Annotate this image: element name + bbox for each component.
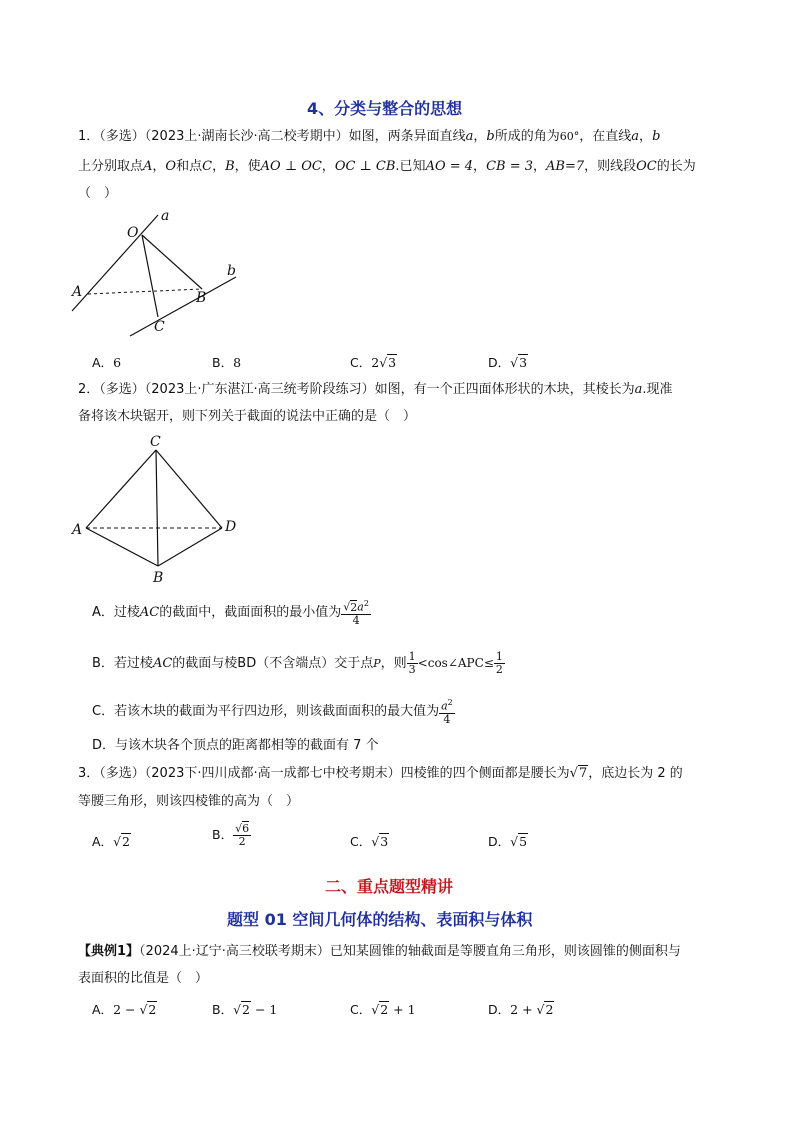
q1-mid2: ，在直线	[579, 129, 632, 144]
option-coef: 2	[371, 355, 380, 370]
example-line1	[78, 942, 681, 962]
q3-option-c[interactable]	[350, 832, 389, 850]
option-math: √5	[510, 834, 528, 849]
option-radicand: 3	[388, 355, 397, 370]
q1-prefix: （多选）（2023上·湖南长沙·高二校考期中）如图，两条异面直线	[99, 129, 466, 144]
q1-comma2: ，	[639, 129, 653, 144]
fig1-label-a: a	[161, 208, 170, 224]
segment-ab-dashed	[88, 289, 202, 294]
option-radicand: 3	[519, 355, 528, 370]
option-letter: A．	[92, 834, 114, 849]
option-radicand: 2	[545, 1002, 554, 1017]
option-radicand: 3	[380, 834, 389, 849]
option-radicand: 2	[148, 1002, 157, 1017]
q1-option-b[interactable]	[212, 353, 241, 371]
q1-var-b: b	[486, 129, 495, 144]
section-title: 4、分类与整合的思想	[307, 99, 463, 118]
option-math: √2	[113, 834, 130, 849]
option-math: 2 + √2	[510, 1002, 554, 1017]
option-letter: C．	[350, 834, 372, 849]
q1-comma7: ，	[533, 159, 547, 174]
q3-leg-sqrt: √7	[569, 766, 588, 781]
option-text: （不含端点）交于点	[256, 656, 374, 671]
q1-point-a: A	[143, 159, 153, 174]
edge-ab	[86, 528, 158, 566]
q1-line2-prefix: 上分别取点	[78, 159, 144, 174]
q2-edge: a	[634, 382, 643, 397]
option-edge: AC	[139, 604, 160, 620]
option-letter: B．	[212, 1002, 234, 1017]
fraction-numerator: √6	[235, 822, 250, 835]
fraction-denominator: 4	[443, 712, 451, 726]
option-radicand: 2	[380, 1002, 389, 1017]
option-less-than: <	[417, 656, 428, 670]
q1-comma5: ，	[321, 159, 335, 174]
option-point-p: P	[373, 657, 381, 670]
type-title: 题型 01 空间几何体的结构、表面积与体积	[227, 910, 533, 929]
q1-known: .已知	[395, 159, 426, 174]
option-post: − 1	[251, 1002, 278, 1017]
q3-option-b[interactable]	[212, 823, 251, 848]
q2-option-c[interactable]	[92, 697, 455, 726]
fig2-label-d: D	[225, 519, 237, 535]
q1-oc: OC	[636, 159, 657, 174]
line-a	[72, 215, 158, 311]
q1-perp1: AO ⊥ OC	[260, 159, 322, 174]
edge-cd	[156, 450, 222, 528]
fraction-numerator: 1	[408, 650, 416, 663]
section2-title: 二、重点题型精讲	[325, 877, 454, 896]
q1-comma4: ，	[212, 159, 226, 174]
q1-make: ，使	[234, 159, 261, 174]
option-math: 2√3	[371, 355, 397, 370]
fig1-label-o: O	[127, 225, 139, 241]
option-less-equal: ≤	[483, 656, 494, 670]
q1-var-b2: b	[652, 129, 661, 144]
q2-line1	[78, 380, 673, 400]
q1-perp2: OC ⊥ CB	[334, 159, 396, 174]
fig1-label-upper-c: C	[154, 319, 165, 335]
option-math: √3	[510, 355, 528, 370]
q1-var-a2: a	[631, 129, 640, 144]
q1-comma6: ，	[473, 159, 487, 174]
q3-line1a: （多选）（2023下·四川成都·高一成都七中校考期末）四棱锥的四个侧面都是腰长为	[99, 766, 570, 781]
q1-figure	[66, 205, 266, 340]
option-text: 若过棱	[113, 656, 153, 671]
option-edge: AC	[152, 656, 173, 671]
q1-comma3: ，	[152, 159, 166, 174]
q1-var-a: a	[465, 129, 474, 144]
option-value: 8	[233, 355, 242, 370]
example-option-a[interactable]	[92, 1000, 157, 1018]
fraction-denominator: 4	[352, 613, 360, 627]
q1-option-c[interactable]	[350, 353, 397, 371]
q1-ask-end: 的长为	[656, 159, 696, 174]
q1-point-o: O	[165, 159, 177, 174]
q3-line1b: ，底边长为 2 的	[588, 766, 683, 781]
q2-number: 2．	[78, 382, 100, 397]
q1-line1	[78, 127, 660, 147]
numerator-radicand: 2	[350, 600, 358, 614]
example-line1-text: （2024上·辽宁·高三校联考期末）已知某圆锥的轴截面是等腰直角三角形，则该圆锥的侧面积与	[139, 944, 681, 959]
example-option-d[interactable]	[488, 1000, 554, 1018]
option-letter: D．	[92, 738, 116, 753]
numerator-exponent: 2	[447, 698, 453, 707]
option-letter: A．	[92, 355, 114, 370]
option-math: √3	[371, 834, 389, 849]
q1-comma: ，	[473, 129, 487, 144]
fig1-label-upper-a: A	[72, 284, 83, 300]
q1-angle: 60°	[559, 130, 580, 143]
option-fraction	[439, 697, 455, 726]
q2-line1-end: .现准	[642, 382, 673, 397]
fig2-label-a: A	[72, 522, 83, 538]
q3-line2: 等腰三角形，则该四棱锥的高为（ ）	[78, 794, 300, 809]
option-post: + 1	[389, 1002, 416, 1017]
option-letter: B．	[92, 656, 114, 671]
option-letter: D．	[488, 834, 511, 849]
fraction-numerator: $√2a^2$	[343, 599, 369, 614]
q1-number: 1．	[78, 129, 100, 144]
q1-option-d[interactable]	[488, 353, 528, 371]
q1-ask: ，则线段	[584, 159, 637, 174]
option-text: 过棱	[113, 604, 140, 620]
q3-leg-radicand: 7	[578, 766, 588, 781]
option-letter: A．	[92, 604, 114, 620]
q2-figure	[70, 432, 250, 587]
option-letter: B．	[212, 355, 234, 370]
q2-option-b[interactable]	[92, 651, 505, 676]
q3-option-a[interactable]	[92, 832, 131, 850]
numerator-variable: a	[441, 699, 448, 713]
example-option-b[interactable]	[212, 1000, 277, 1018]
option-fraction	[233, 823, 251, 848]
option-text: 的截面与棱	[172, 656, 238, 671]
q2-line2: 备将该木块锯开，则下列关于截面的说法中正确的是（ ）	[78, 409, 417, 424]
fig2-label-c: C	[150, 434, 161, 450]
edge-ca	[86, 450, 156, 528]
q3-line1	[78, 764, 683, 784]
q1-option-a[interactable]	[92, 353, 121, 371]
option-math: √2 + 1	[371, 1002, 416, 1017]
fraction-denominator: 2	[238, 835, 246, 848]
fraction-denominator: 3	[408, 663, 416, 676]
fig1-label-upper-b: B	[196, 290, 207, 306]
q3-option-d[interactable]	[488, 832, 528, 850]
option-letter: C．	[350, 1002, 372, 1017]
example-line2: 表面积的比值是（ ）	[78, 971, 209, 986]
q3-number: 3．	[78, 766, 100, 781]
option-radicand: 2	[242, 1002, 250, 1017]
q1-mid1: 所成的角为	[494, 129, 560, 144]
fraction-numerator	[439, 697, 455, 714]
q1-cb-eq: CB = 3	[486, 159, 533, 174]
q2-option-d[interactable]	[92, 736, 379, 756]
option-fraction	[341, 598, 371, 627]
option-text: ，则	[380, 656, 407, 671]
q1-point-b: B	[225, 159, 235, 174]
q1-ab-eq: AB=7	[546, 159, 585, 174]
edge-db	[158, 528, 222, 566]
q2-line1-text: （多选）（2023上·广东湛江·高三统考阶段练习）如图，有一个正四面体形状的木块，其棱长为	[99, 382, 635, 397]
line-b	[130, 277, 236, 336]
q1-line2	[78, 157, 696, 177]
option-fraction-1	[407, 651, 418, 676]
option-letter: C．	[350, 355, 372, 370]
fraction-denominator: 2	[495, 663, 503, 676]
option-math: √2 − 1	[233, 1002, 278, 1017]
option-math: 2 − √2	[113, 1002, 157, 1017]
option-letter: D．	[488, 1002, 511, 1017]
option-fraction-2	[494, 651, 505, 676]
option-radicand: 5	[519, 834, 528, 849]
q1-blank: （ ）	[78, 186, 118, 201]
option-cos: cos∠APC	[427, 656, 484, 670]
numerator-exponent: 2	[363, 599, 369, 608]
fraction-numerator: 1	[495, 650, 503, 663]
option-letter: B．	[212, 827, 234, 842]
example-option-c[interactable]	[350, 1000, 416, 1018]
q1-ao-eq: AO = 4	[425, 159, 474, 174]
edge-cb	[156, 450, 158, 566]
q1-and-point: 和点	[176, 159, 203, 174]
option-letter: A．	[92, 1002, 114, 1017]
option-radicand: 2	[122, 834, 130, 849]
option-letter: D．	[488, 355, 511, 370]
example-tag: 【典例1】	[78, 944, 140, 959]
option-text: 的截面中，截面面积的最小值为	[159, 604, 342, 620]
numerator-variable: a	[357, 600, 364, 614]
option-pre: 2 −	[113, 1002, 140, 1017]
numerator-radicand: 6	[242, 822, 250, 835]
option-pre: 2 +	[510, 1002, 537, 1017]
option-text: 若该木块的截面为平行四边形，则该截面面积的最大值为	[114, 703, 440, 719]
fig2-label-b: B	[153, 570, 164, 586]
option-value: 6	[113, 355, 122, 370]
q2-option-a[interactable]	[92, 598, 371, 627]
option-edge2: BD	[237, 656, 257, 671]
option-letter: C．	[92, 703, 115, 719]
option-text: 与该木块各个顶点的距离都相等的截面有 7 个	[115, 738, 379, 753]
q1-point-c: C	[202, 159, 213, 174]
fig1-label-b: b	[227, 263, 236, 279]
